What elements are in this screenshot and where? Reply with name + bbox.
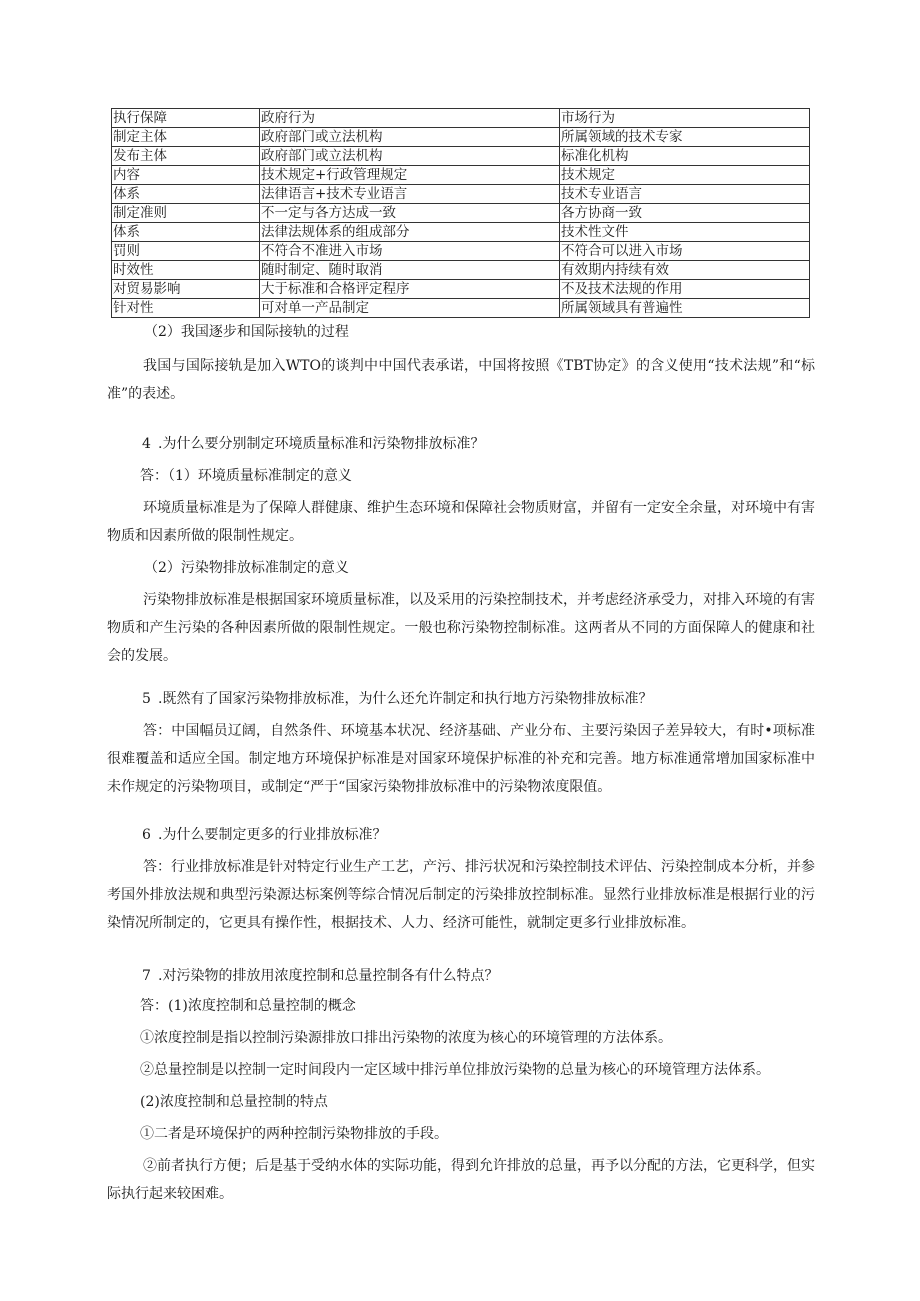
table-row — [112, 185, 810, 204]
table-row — [112, 261, 810, 280]
table-cell: 发布主体 — [112, 147, 260, 166]
table-cell: 制定主体 — [112, 128, 260, 147]
table-cell: 时效性 — [112, 261, 260, 280]
table-cell: 政府部门或立法机构 — [260, 128, 560, 147]
table-row — [112, 128, 810, 147]
question-5-block — [0, 685, 920, 801]
table-cell: 内容 — [112, 166, 260, 185]
table-cell: 法律法规体系的组成部分 — [260, 223, 560, 242]
table-cell: 不符合不准进入市场 — [260, 242, 560, 261]
table-cell: 技术规定+行政管理规定 — [260, 166, 560, 185]
table-cell: 不一定与各方达成一致 — [260, 204, 560, 223]
table-cell: 针对性 — [112, 299, 260, 318]
answer-intro: 答：（1）环境质量标准制定的意义 — [140, 468, 352, 484]
question-number: 6 — [142, 827, 151, 843]
table-cell: 对贸易影响 — [112, 280, 260, 299]
list-item: ②前者执行方便；后是基于受纳水体的实际功能，得到允许排放的总量，再予以分配的方法，它更科学，但实际执行起来较困难。 — [107, 1158, 815, 1202]
question-4-block — [0, 430, 920, 670]
question-text: .为什么要制定更多的行业排放标准？ — [158, 827, 387, 843]
table-row — [112, 109, 810, 128]
table-row — [112, 280, 810, 299]
list-item: ②总量控制是以控制一定时间段内一定区域中排污单位排放污染物的总量为核心的环境管理方法体系。 — [140, 1062, 770, 1078]
question-heading — [0, 821, 920, 849]
table-cell: 不及技术法规的作用 — [560, 280, 810, 299]
table-cell: 技术规定 — [560, 166, 810, 185]
table-row — [112, 242, 810, 261]
table-cell: 可对单一产品制定 — [260, 299, 560, 318]
subsection-title: (2)浓度控制和总量控制的特点 — [140, 1094, 328, 1110]
question-text: .对污染物的排放用浓度控制和总量控制各有什么特点？ — [158, 968, 499, 984]
comparison-table — [111, 108, 810, 318]
table-row — [112, 147, 810, 166]
table-cell: 体系 — [112, 185, 260, 204]
question-text: .为什么要分别制定环境质量标准和污染物排放标准？ — [158, 436, 485, 452]
table-cell: 体系 — [112, 223, 260, 242]
question-heading — [0, 685, 920, 713]
table-cell: 政府行为 — [260, 109, 560, 128]
table-cell: 大于标准和合格评定程序 — [260, 280, 560, 299]
list-item: ①浓度控制是指以控制污染源排放口排出污染物的浓度为核心的环境管理的方法体系。 — [140, 1030, 672, 1046]
question-6-block — [0, 821, 920, 937]
paragraph: 我国与国际接轨是加入WTO的谈判中中国代表承诺，中国将按照《TBT协定》的含义使用“技术法规”和“标准”的表述。 — [107, 358, 815, 402]
comparison-table-body — [112, 109, 810, 318]
list-item: ①二者是环境保护的两种控制污染物排放的手段。 — [140, 1126, 448, 1142]
question-number: 4 — [142, 436, 151, 452]
subsection-title: （2）污染物排放标准制定的意义 — [144, 560, 349, 576]
table-cell: 所属领域具有普遍性 — [560, 299, 810, 318]
paragraph: 污染物排放标准是根据国家环境质量标准，以及采用的污染控制技术，并考虑经济承受力，对排入环境的有害物质和产生污染的各种因素所做的限制性规定。一般也称污染物控制标准。这两者从不同的方面保障人的健康和社会的发展。 — [107, 592, 815, 664]
question-heading — [0, 962, 920, 990]
table-cell: 随时制定、随时取消 — [260, 261, 560, 280]
table-cell: 市场行为 — [560, 109, 810, 128]
table-row — [112, 299, 810, 318]
table-cell: 法律语言+技术专业语言 — [260, 185, 560, 204]
table-cell: 政府部门或立法机构 — [260, 147, 560, 166]
answer-paragraph: 答：行业排放标准是针对特定行业生产工艺，产污、排污状况和污染控制技术评估、污染控制成本分析，并参考国外排放法规和典型污染源达标案例等综合情况后制定的污染排放控制标准。显然行业排放标准是根据行业的污染情况所制定的，它更具有操作性，根据技术、人力、经济可能性，就制定更多行业排放标准。 — [107, 859, 815, 931]
table-cell: 不符合可以进入市场 — [560, 242, 810, 261]
table-cell: 标准化机构 — [560, 147, 810, 166]
question-heading — [0, 430, 920, 458]
table-row — [112, 204, 810, 223]
table-cell: 所属领域的技术专家 — [560, 128, 810, 147]
table-cell: 有效期内持续有效 — [560, 261, 810, 280]
table-cell: 技术专业语言 — [560, 185, 810, 204]
answer-intro: 答：(1)浓度控制和总量控制的概念 — [140, 998, 356, 1014]
section-3-block — [0, 318, 920, 408]
table-cell: 制定准则 — [112, 204, 260, 223]
question-text: .既然有了国家污染物排放标准，为什么还允许制定和执行地方污染物排放标准？ — [158, 691, 653, 707]
table-row — [112, 166, 810, 185]
subsection-title: （2）我国逐步和国际接轨的过程 — [144, 324, 349, 340]
question-7-block — [0, 962, 920, 1208]
paragraph: 环境质量标准是为了保障人群健康、维护生态环境和保障社会物质财富，并留有一定安全余量，对环境中有害物质和因素所做的限制性规定。 — [107, 500, 815, 544]
table-row — [112, 223, 810, 242]
table-cell: 罚则 — [112, 242, 260, 261]
question-number: 5 — [142, 691, 151, 707]
table-cell: 技术性文件 — [560, 223, 810, 242]
table-cell: 执行保障 — [112, 109, 260, 128]
table-cell: 各方协商一致 — [560, 204, 810, 223]
question-number: 7 — [142, 968, 151, 984]
answer-paragraph: 答：中国幅员辽阔，自然条件、环境基本状况、经济基础、产业分布、主要污染因子差异较大，有时•项标准很难覆盖和适应全国。制定地方环境保护标准是对国家环境保护标准的补充和完善。地方标准通常增加国家标准中未作规定的污染物项目，或制定“严于“国家污染物排放标准中的污染物浓度限值。 — [107, 723, 815, 795]
